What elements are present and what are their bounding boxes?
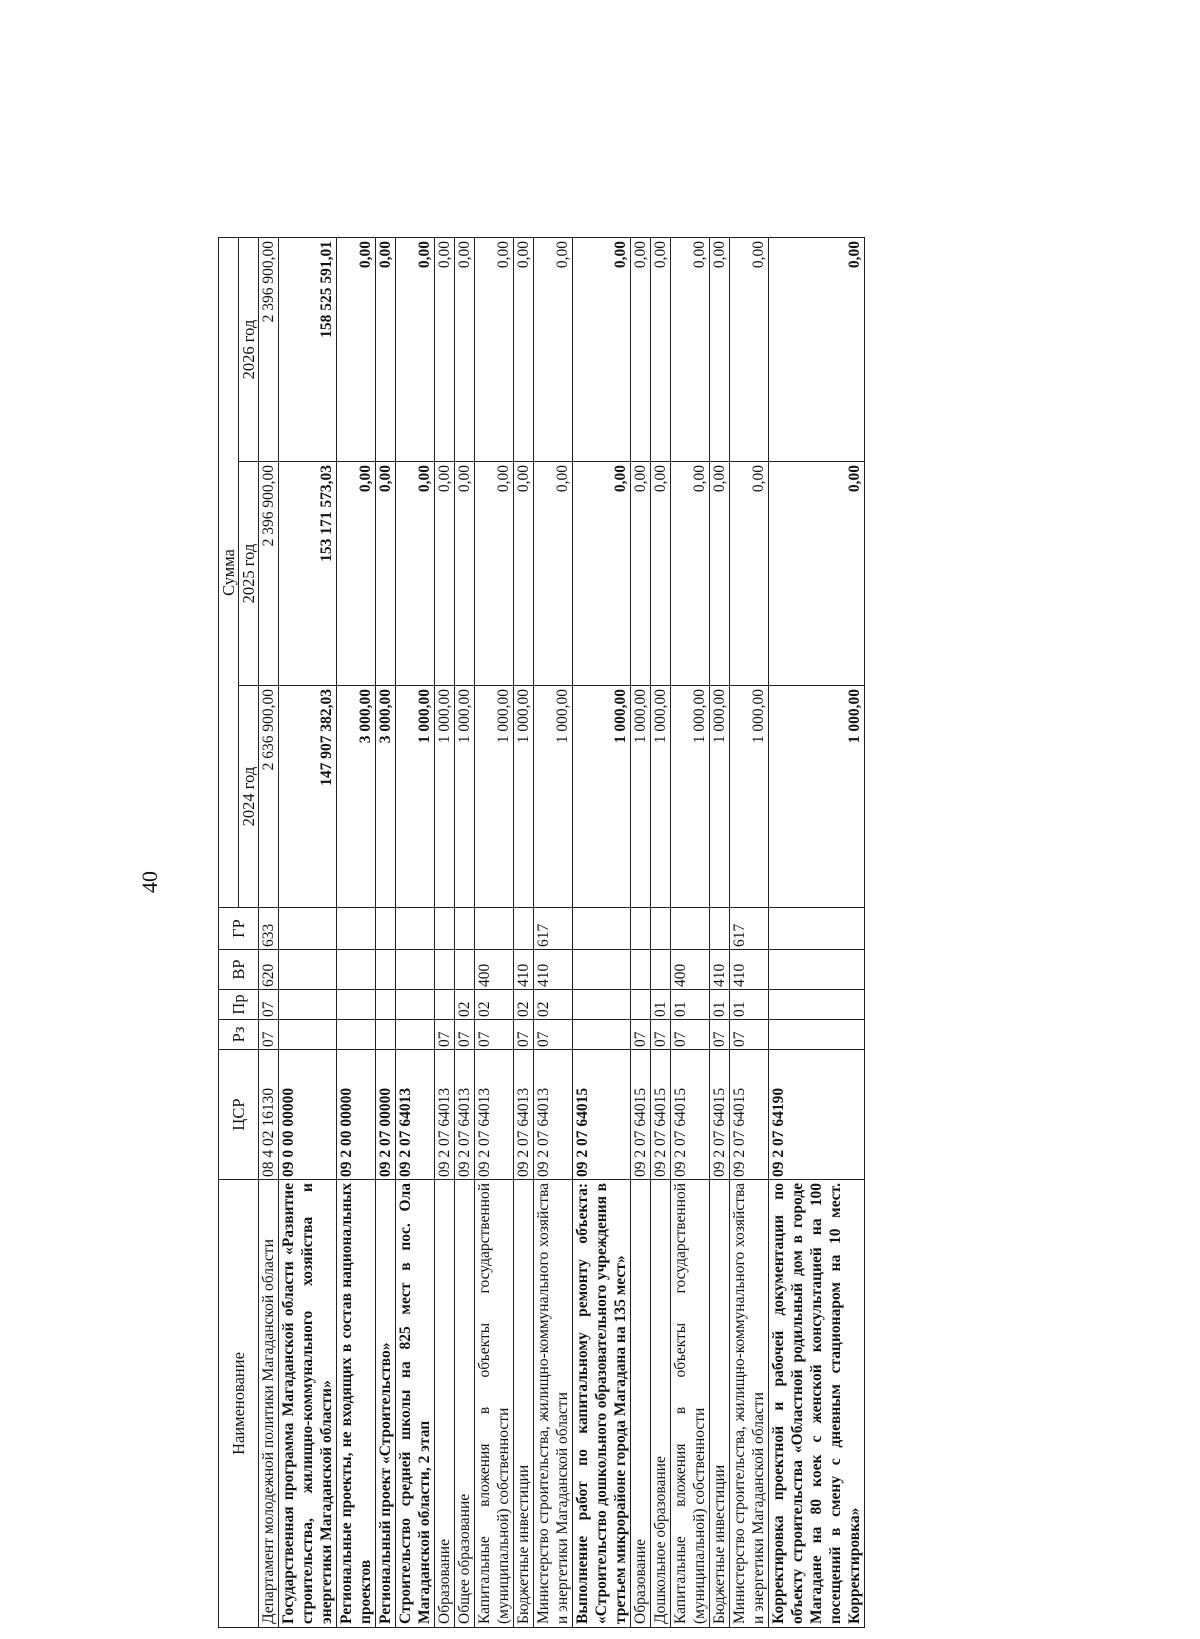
table-row xyxy=(671,237,710,1627)
table-row xyxy=(631,237,651,1627)
row-vr: 410 xyxy=(514,950,534,990)
row-csr: 09 2 07 64013 xyxy=(435,1050,455,1180)
row-vr xyxy=(435,950,455,990)
row-rz: 07 xyxy=(514,1020,534,1050)
row-pr: 07 xyxy=(259,990,279,1020)
row-2026: 0,00 xyxy=(671,237,710,461)
row-2026: 0,00 xyxy=(514,237,534,461)
row-2025: 0,00 xyxy=(376,462,396,686)
row-pr xyxy=(279,990,337,1020)
row-csr: 09 2 07 64015 xyxy=(631,1050,651,1180)
row-name: Министерство строительства, жилищно-коммунального хозяйства и энергетики Магаданской области xyxy=(730,1180,769,1628)
row-name: Бюджетные инвестиции xyxy=(514,1180,534,1628)
row-rz xyxy=(769,1020,865,1050)
row-name: Строительство средней школы на 825 мест в пос. Ола Магаданской области, 2 этап xyxy=(396,1180,435,1628)
row-vr: 410 xyxy=(534,950,573,990)
row-vr xyxy=(376,950,396,990)
row-2025: 0,00 xyxy=(710,462,730,686)
row-pr xyxy=(435,990,455,1020)
row-gr xyxy=(475,908,514,950)
row-2025: 0,00 xyxy=(671,462,710,686)
row-csr: 09 2 07 64013 xyxy=(534,1050,573,1180)
row-2025: 0,00 xyxy=(651,462,671,686)
row-gr xyxy=(337,908,376,950)
row-csr: 09 2 00 00000 xyxy=(337,1050,376,1180)
row-2024: 1 000,00 xyxy=(573,686,631,908)
row-2024: 1 000,00 xyxy=(475,686,514,908)
row-pr: 02 xyxy=(455,990,475,1020)
row-pr: 01 xyxy=(710,990,730,1020)
row-rz: 07 xyxy=(435,1020,455,1050)
row-vr xyxy=(279,950,337,990)
row-2024: 1 000,00 xyxy=(534,686,573,908)
row-gr xyxy=(710,908,730,950)
row-2024: 2 636 900,00 xyxy=(259,686,279,908)
row-2026: 0,00 xyxy=(396,237,435,461)
row-rz xyxy=(573,1020,631,1050)
row-2025: 0,00 xyxy=(534,462,573,686)
row-2026: 158 525 591,01 xyxy=(279,237,337,461)
row-gr xyxy=(514,908,534,950)
row-vr xyxy=(396,950,435,990)
row-rz: 07 xyxy=(534,1020,573,1050)
table-row xyxy=(376,237,396,1627)
row-rz: 07 xyxy=(710,1020,730,1050)
table-row xyxy=(435,237,455,1627)
row-vr: 400 xyxy=(671,950,710,990)
row-rz: 07 xyxy=(455,1020,475,1050)
row-name: Бюджетные инвестиции xyxy=(710,1180,730,1628)
budget-table-container xyxy=(218,238,1080,1628)
row-gr xyxy=(279,908,337,950)
row-2025: 0,00 xyxy=(455,462,475,686)
row-csr: 09 2 07 64015 xyxy=(730,1050,769,1180)
row-rz: 07 xyxy=(259,1020,279,1050)
row-2024: 1 000,00 xyxy=(455,686,475,908)
table-row xyxy=(279,237,337,1627)
row-rz: 07 xyxy=(631,1020,651,1050)
budget-table xyxy=(218,237,865,1628)
row-pr: 02 xyxy=(534,990,573,1020)
row-csr: 08 4 02 16130 xyxy=(259,1050,279,1180)
row-2026: 0,00 xyxy=(573,237,631,461)
row-vr xyxy=(631,950,651,990)
row-2025: 0,00 xyxy=(730,462,769,686)
row-pr xyxy=(396,990,435,1020)
row-gr xyxy=(671,908,710,950)
row-gr xyxy=(435,908,455,950)
page-number: 40 xyxy=(137,871,162,893)
table-row xyxy=(651,237,671,1627)
header-vr: ВР xyxy=(219,950,259,990)
header-rz: Рз xyxy=(219,1020,259,1050)
table-row xyxy=(514,237,534,1627)
row-2024: 1 000,00 xyxy=(651,686,671,908)
row-gr: 617 xyxy=(534,908,573,950)
row-csr: 09 2 07 64013 xyxy=(514,1050,534,1180)
table-row xyxy=(710,237,730,1627)
row-2026: 0,00 xyxy=(769,237,865,461)
row-name: Региональные проекты, не входящих в состав национальных проектов xyxy=(337,1180,376,1628)
table-row xyxy=(534,237,573,1627)
row-2026: 0,00 xyxy=(475,237,514,461)
table-row xyxy=(573,237,631,1627)
row-csr: 09 2 07 64015 xyxy=(651,1050,671,1180)
table-row xyxy=(455,237,475,1627)
row-pr: 02 xyxy=(475,990,514,1020)
row-vr: 400 xyxy=(475,950,514,990)
row-rz: 07 xyxy=(475,1020,514,1050)
row-csr: 09 2 07 64015 xyxy=(573,1050,631,1180)
row-rz: 07 xyxy=(671,1020,710,1050)
row-rz xyxy=(337,1020,376,1050)
row-2024: 1 000,00 xyxy=(514,686,534,908)
row-2026: 0,00 xyxy=(651,237,671,461)
row-rz xyxy=(396,1020,435,1050)
header-gr: ГР xyxy=(219,908,259,950)
row-name: Выполнение работ по капитальному ремонту объекта: «Строительство дошкольного образовательного учреждения в третьем микрорайоне города Магадана на 135 мест» xyxy=(573,1180,631,1628)
row-name: Общее образование xyxy=(455,1180,475,1628)
row-gr xyxy=(769,908,865,950)
row-name: Капитальные вложения в объекты государственной (муниципальной) собственности xyxy=(475,1180,514,1628)
row-pr xyxy=(376,990,396,1020)
table-row xyxy=(337,237,376,1627)
row-2025: 0,00 xyxy=(337,462,376,686)
row-gr xyxy=(376,908,396,950)
row-2026: 2 396 900,00 xyxy=(259,237,279,461)
row-gr xyxy=(455,908,475,950)
table-row xyxy=(475,237,514,1627)
row-2024: 1 000,00 xyxy=(769,686,865,908)
row-pr xyxy=(573,990,631,1020)
row-name: Корректировка проектной и рабочей документации по объекту строительства «Областной родильный дом в городе Магадане на 80 коек с женской консультацией на 100 посещений в смену с дневным стационаром на 10 мест. Корректировка» xyxy=(769,1180,865,1628)
header-name: Наименование xyxy=(219,1180,259,1628)
row-csr: 09 2 07 64013 xyxy=(396,1050,435,1180)
row-2026: 0,00 xyxy=(337,237,376,461)
row-2025: 0,00 xyxy=(573,462,631,686)
row-2025: 0,00 xyxy=(769,462,865,686)
row-vr xyxy=(455,950,475,990)
row-rz: 07 xyxy=(730,1020,769,1050)
header-2025: 2025 год xyxy=(239,462,259,686)
row-name: Региональный проект «Строительство» xyxy=(376,1180,396,1628)
row-2025: 2 396 900,00 xyxy=(259,462,279,686)
row-vr: 620 xyxy=(259,950,279,990)
row-rz: 07 xyxy=(651,1020,671,1050)
row-csr: 09 2 07 64015 xyxy=(710,1050,730,1180)
row-csr: 09 0 00 00000 xyxy=(279,1050,337,1180)
row-name: Образование xyxy=(631,1180,651,1628)
row-pr xyxy=(769,990,865,1020)
row-name: Дошкольное образование xyxy=(651,1180,671,1628)
row-name: Государственная программа Магаданской области «Развитие строительства, жилищно-коммунального хозяйства и энергетики Магаданской области» xyxy=(279,1180,337,1628)
row-2024: 147 907 382,03 xyxy=(279,686,337,908)
header-2026: 2026 год xyxy=(239,237,259,461)
row-2026: 0,00 xyxy=(631,237,651,461)
row-2025: 153 171 573,03 xyxy=(279,462,337,686)
row-2025: 0,00 xyxy=(435,462,455,686)
row-2026: 0,00 xyxy=(710,237,730,461)
row-name: Департамент молодежной политики Магаданской области xyxy=(259,1180,279,1628)
table-row xyxy=(396,237,435,1627)
row-pr: 01 xyxy=(651,990,671,1020)
row-2024: 1 000,00 xyxy=(710,686,730,908)
row-2026: 0,00 xyxy=(730,237,769,461)
row-name: Капитальные вложения в объекты государственной (муниципальной) собственности xyxy=(671,1180,710,1628)
row-rz xyxy=(376,1020,396,1050)
row-rz xyxy=(279,1020,337,1050)
table-row xyxy=(769,237,865,1627)
row-csr: 09 2 07 64013 xyxy=(475,1050,514,1180)
row-pr xyxy=(631,990,651,1020)
table-row xyxy=(259,237,279,1627)
row-2025: 0,00 xyxy=(514,462,534,686)
row-vr: 410 xyxy=(710,950,730,990)
row-vr xyxy=(651,950,671,990)
header-sum: Сумма xyxy=(219,237,239,907)
row-gr xyxy=(573,908,631,950)
row-2024: 3 000,00 xyxy=(337,686,376,908)
header-2024: 2024 год xyxy=(239,686,259,908)
row-2026: 0,00 xyxy=(534,237,573,461)
row-2024: 1 000,00 xyxy=(730,686,769,908)
row-pr: 02 xyxy=(514,990,534,1020)
row-pr: 01 xyxy=(671,990,710,1020)
row-gr xyxy=(631,908,651,950)
row-2025: 0,00 xyxy=(475,462,514,686)
row-csr: 09 2 07 64013 xyxy=(455,1050,475,1180)
row-csr: 09 2 07 64015 xyxy=(671,1050,710,1180)
header-csr: ЦСР xyxy=(219,1050,259,1180)
row-gr: 633 xyxy=(259,908,279,950)
row-2025: 0,00 xyxy=(396,462,435,686)
row-vr xyxy=(573,950,631,990)
row-vr xyxy=(769,950,865,990)
row-csr: 09 2 07 00000 xyxy=(376,1050,396,1180)
row-2024: 3 000,00 xyxy=(376,686,396,908)
row-2026: 0,00 xyxy=(455,237,475,461)
row-2026: 0,00 xyxy=(376,237,396,461)
row-vr: 410 xyxy=(730,950,769,990)
row-pr xyxy=(337,990,376,1020)
row-gr xyxy=(396,908,435,950)
row-vr xyxy=(337,950,376,990)
header-pr: Пр xyxy=(219,990,259,1020)
row-2026: 0,00 xyxy=(435,237,455,461)
row-2024: 1 000,00 xyxy=(396,686,435,908)
row-pr: 01 xyxy=(730,990,769,1020)
row-2024: 1 000,00 xyxy=(631,686,651,908)
row-2025: 0,00 xyxy=(631,462,651,686)
row-csr: 09 2 07 64190 xyxy=(769,1050,865,1180)
row-name: Образование xyxy=(435,1180,455,1628)
row-2024: 1 000,00 xyxy=(671,686,710,908)
row-2024: 1 000,00 xyxy=(435,686,455,908)
row-gr xyxy=(651,908,671,950)
row-gr: 617 xyxy=(730,908,769,950)
row-name: Министерство строительства, жилищно-коммунального хозяйства и энергетики Магаданской области xyxy=(534,1180,573,1628)
header-row-top xyxy=(219,237,239,1627)
table-row xyxy=(730,237,769,1627)
